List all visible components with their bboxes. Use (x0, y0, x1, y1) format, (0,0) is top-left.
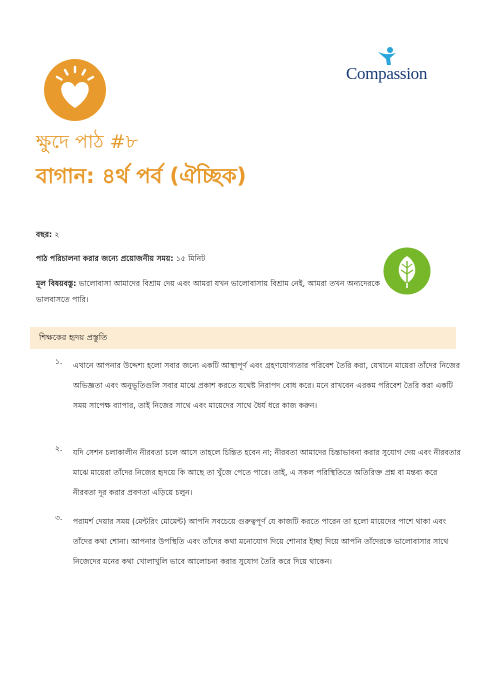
heart-icon (43, 58, 107, 122)
list-item-number: ৩. (55, 513, 63, 522)
logo-text: Compassion (346, 64, 428, 83)
page-title: বাগান: ৪র্থ পর্ব (ঐচ্ছিক) (36, 164, 247, 188)
section-header (30, 327, 456, 349)
age-value: ২ (54, 230, 60, 239)
section-heading: শিক্ষকের হৃদয় প্রস্তুতি (39, 332, 108, 342)
summary-row (36, 276, 382, 308)
summary-value: ভালোবাসা আমাদের বিশ্রাম দেয় এবং আমরা যখন ভালোবাসায় বিশ্রাম নেই, আমরা তখন অন্যদেরকে ভালবাসতে পারি। (36, 279, 380, 304)
time-row (36, 253, 205, 266)
compassion-logo (346, 46, 446, 90)
list-item-number: ১. (55, 357, 63, 366)
list-item-text: পরামর্শ দেয়ার সময় (মেন্টরিং মোমেন্ট) আপনি সবচেয়ে গুরুত্বপূর্ণ যে কাজটি করতে পারেন তা হলো মায়েদের পাশে থাকা এবং তাঁদের কথা শোনা। আপনার উপস্থিতি এবং তাঁদের কথা মনোযোগ দিয়ে শোনার ইচ্ছা দিয়ে আপনি তাঁদেরকে ভালোবাসার সাথে নিজেদের মনের কথা খোলাখুলি ভাবে আলোচনা করার সুযোগ তৈরি করে দিয়ে থাকেন। (73, 517, 449, 566)
age-label: বছর: (36, 230, 53, 239)
leaf-icon (383, 247, 431, 295)
time-value: ১৫ মিনিট (175, 254, 206, 263)
list-item-text: যদি সেশন চলাকালীন নীরবতা চলে আসে তাহলে চিন্তিত হবেন না; নীরবতা আমাদের চিন্তাভাবনা করার সুযোগ দেয় এবং নীরবতার মাঝে মায়েরা তাঁদের নিজের হৃদয়ে কি আছে তা খুঁজে পেতে পারে। তাই, এ সকল পরিস্থিতিতে অতিরিক্ত প্রশ্ন বা মন্তব্য করে নীরবতা দূর করার প্রবণতা এড়িয়ে চলুন। (73, 448, 461, 497)
summary-label: মূল বিষয়বস্তু: (36, 279, 77, 288)
age-row (36, 229, 59, 242)
lesson-number: ক্ষুদে পাঠ #৮ (36, 131, 138, 153)
time-label: পাঠ পরিচালনা করার জন্যে প্রয়োজনীয় সময়: (36, 254, 174, 263)
logo-figure-icon (376, 46, 398, 66)
list-item-text: এখানে আপনার উদ্দেশ্য হলো সবার জন্যে একটি আস্থাপূর্ণ এবং গ্রহণযোগ্যতার পরিবেশ তৈরি করা, যেখানে মায়েরা তাঁদের নিজের অভিজ্ঞতা এবং অনুভূতিগুলি সবার মাঝে প্রকাশ করতে যথেষ্ট নিরাপদ বোধ করে। মনে রাখবেন এরকম পরিবেশ তৈরি করা একটি সময় সাপেক্ষ ব্যাপার, তাই নিজের সাথে এবং মায়েদের সাথে ধৈর্য ধরে কাজ করুন। (73, 361, 461, 410)
list-item-number: ২. (55, 444, 63, 453)
